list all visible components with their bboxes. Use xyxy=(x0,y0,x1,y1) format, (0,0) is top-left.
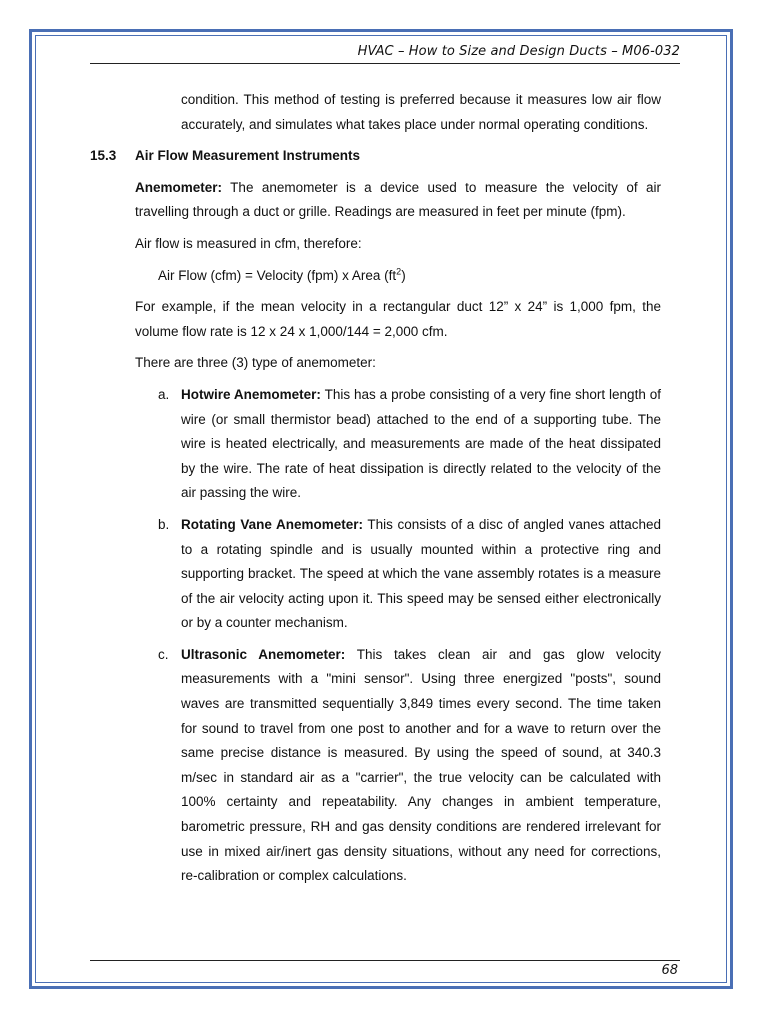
list-item-term: Hotwire Anemometer: xyxy=(181,386,321,402)
list-item-letter: a. xyxy=(158,386,170,402)
airflow-intro: Air flow is measured in cfm, therefore: xyxy=(135,235,362,251)
list-item-term: Rotating Vane Anemometer: xyxy=(181,516,364,532)
list-item xyxy=(158,643,661,889)
formula-superscript: 2 xyxy=(396,266,402,277)
list-item-text xyxy=(181,383,661,506)
formula-text: Air Flow (cfm) = Velocity (fpm) x Area (ft xyxy=(158,267,397,283)
anemometer-types-list xyxy=(0,383,768,889)
list-item-text xyxy=(181,643,661,889)
list-item-letter: c. xyxy=(158,646,169,662)
airflow-formula xyxy=(158,264,768,289)
list-item xyxy=(158,513,661,636)
list-item-letter: b. xyxy=(158,516,170,532)
anemometer-term: Anemometer: xyxy=(135,179,223,195)
header-rule xyxy=(90,63,680,64)
types-intro: There are three (3) type of anemometer: xyxy=(135,355,376,371)
footer-rule xyxy=(90,960,680,961)
section-heading xyxy=(90,144,768,169)
list-item-description: This consists of a disc of angled vanes attached to a rotating spindle and is usually mounted within a protective ring and supporting bracket. The speed at which the vane assembly rotates is a measure of the air velocity acting upon it. This speed may be sensed either electronically or by a counter mechanism. xyxy=(181,516,661,631)
section-number: 15.3 xyxy=(90,148,117,164)
list-item xyxy=(158,383,661,506)
page-body xyxy=(0,88,768,889)
section-title: Air Flow Measurement Instruments xyxy=(135,148,361,164)
anemometer-definition: The anemometer is a device used to measure the velocity of air travelling through a duct or grille. Readings are measured in feet per minute (fpm). xyxy=(135,179,661,220)
list-item-term: Ultrasonic Anemometer: xyxy=(181,646,346,662)
example-paragraph: For example, if the mean velocity in a rectangular duct 12” x 24” is 1,000 fpm, the volume flow rate is 12 x 24 x 1,000/144 = 2,000 cfm. xyxy=(135,299,661,339)
list-item-description: This takes clean air and gas glow velocity measurements with a "mini sensor". Using three energized "posts", sound waves are transmitted sequentially 3,849 times every second. The time taken for sound to travel from one post to another and for a wave to return over the same precise distance is measured. By using the speed of sound, at 340.3 m/sec in standard air as a "carrier", the true velocity can be calculated with 100% certainty and repeatability. Any changes in ambient temperature, barometric pressure, RH and gas density conditions are rendered irrelevant for use in mixed air/inert gas density situations, without any need for corrections, re-calibration or complex calculations. xyxy=(181,646,661,884)
list-item-text xyxy=(181,513,661,636)
running-header: HVAC – How to Size and Design Ducts – M06-032 xyxy=(357,44,680,59)
anemometer-paragraph xyxy=(135,176,661,225)
page-number: 68 xyxy=(661,963,678,978)
continuation-paragraph: condition. This method of testing is preferred because it measures low air flow accurately, and simulates what takes place under normal operating conditions. xyxy=(181,92,661,132)
list-item-description: This has a probe consisting of a very fine short length of wire (or small thermistor bead) attached to the end of a supporting tube. The wire is heated electrically, and measurements are made of the heat dissipated by the wire. The rate of heat dissipation is directly related to the velocity of the air passing the wire. xyxy=(181,386,661,501)
formula-close: ) xyxy=(401,267,406,283)
